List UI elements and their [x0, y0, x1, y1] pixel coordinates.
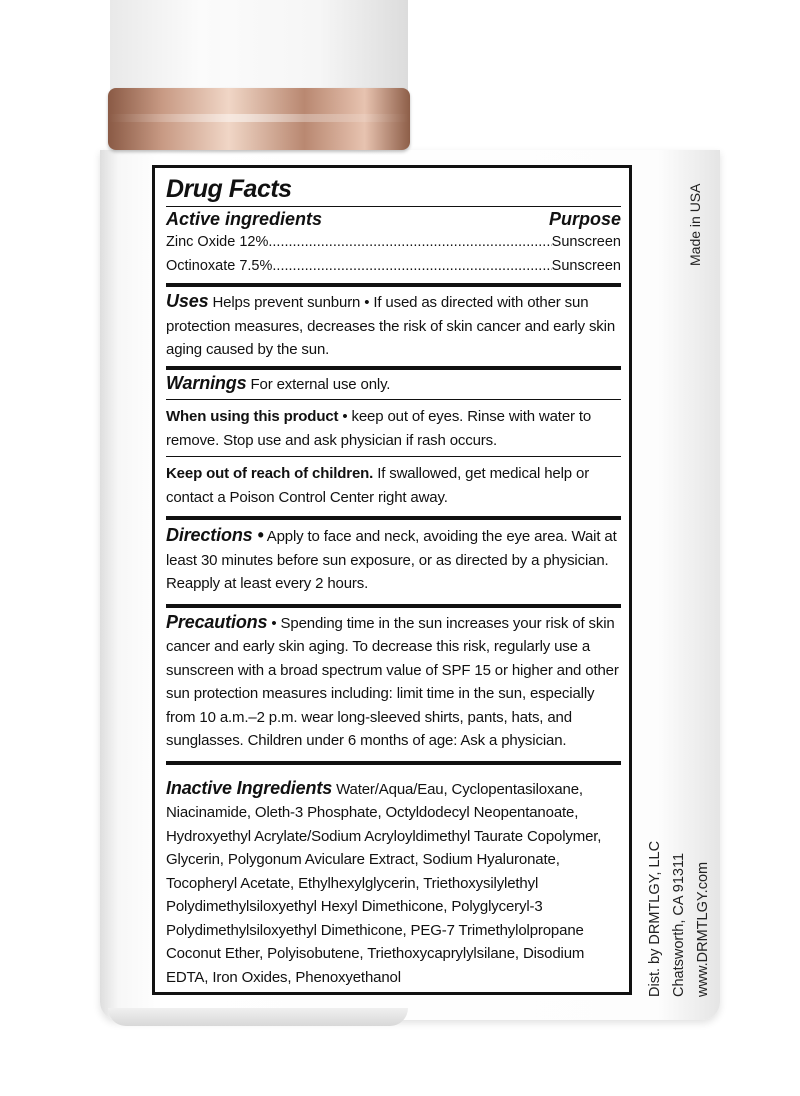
- active-ingredient-row: [166, 254, 621, 278]
- purpose-heading: Purpose: [548, 209, 621, 229]
- drug-facts-panel: [152, 165, 632, 995]
- active-ingredients-heading: Active ingredients: [166, 209, 323, 229]
- precautions-label: Precautions: [166, 611, 268, 632]
- inactive-ingredients-section: [166, 761, 621, 990]
- when-using-text: • keep out of eyes. Rinse with water to remove. Stop use and ask physician if rash occurs.: [166, 408, 592, 449]
- active-ingredient-name: Zinc Oxide 12%: [166, 234, 269, 250]
- rose-gold-collar: [108, 88, 410, 150]
- uses-section: [166, 283, 621, 366]
- bottle-top: [110, 0, 408, 92]
- directions-label: Directions •: [166, 525, 264, 545]
- precautions-section: [166, 604, 621, 759]
- distributor-line: Dist. by DRMTLGY, LLC: [647, 840, 663, 997]
- precautions-text: • Spending time in the sun increases your risk of skin cancer and early skin aging. To decrease this risk, regularly use a sunscreen with a broad spectrum value of SPF 15 or higher and other sun protection measures including: limit time in the sun, especially from 10 a.m.–2 p.m. wear long-sleeved shirts, pants, hats, and sunglasses. Children under 6 months of age: Ask a physician.: [166, 614, 619, 749]
- keep-out-text: If swallowed, get medical help or contact a Poison Control Center right away.: [166, 465, 590, 506]
- warnings-text: For external use only.: [246, 375, 391, 393]
- when-using-section: [166, 399, 621, 456]
- active-ingredient-purpose: Sunscreen: [551, 234, 621, 250]
- leader-dots: [272, 254, 551, 278]
- inactive-ingredients-label: Inactive Ingredients: [166, 777, 333, 798]
- distributor-website: www.DRMTLGY.com: [695, 861, 711, 997]
- inactive-ingredients-text: Water/Aqua/Eau, Cyclopentasiloxane, Niacinamide, Oleth-3 Phosphate, Octyldodecyl Neopentanoate, Hydroxyethyl Acrylate/Sodium Acryloyldimethyl Taurate Copolymer, Glycerin, Polygonum Aviculare Extract, Sodium Hyaluronate, Tocopheryl Acetate, Ethylhexylglycerin, Triethoxysilylethyl Polydimethylsiloxyethyl Hexyl Dimethicone, Polyglyceryl-3 Polydimethylsiloxyethyl Dimethicone, PEG-7 Trimethylolpropane Coconut Ether, Polyisobutene, Triethoxycaprylylsilane, Disodium EDTA, Iron Oxides, Phenoxyethanol: [166, 780, 602, 986]
- keep-out-section: [166, 456, 621, 513]
- distributor-info: [643, 807, 715, 997]
- bottle-base: [108, 1008, 408, 1026]
- active-ingredient-purpose: Sunscreen: [551, 258, 621, 274]
- active-ingredient-name: Octinoxate 7.5%: [166, 258, 273, 274]
- warnings-section: [166, 366, 621, 400]
- warnings-label: Warnings: [166, 372, 247, 393]
- uses-label: Uses: [166, 291, 209, 311]
- keep-out-label: Keep out of reach of children.: [166, 465, 374, 482]
- uses-text: Helps prevent sunburn • If used as directed with other sun protection measures, decreases the risk of skin cancer and early skin aging caused by the sun.: [166, 294, 616, 358]
- distributor-address: Chatsworth, CA 91311: [671, 852, 687, 997]
- leader-dots: [268, 230, 551, 254]
- drug-facts-title: Drug Facts: [166, 174, 621, 207]
- when-using-label: When using this product: [166, 408, 339, 425]
- directions-section: [166, 516, 621, 602]
- active-ingredients-header: [166, 208, 621, 230]
- active-ingredient-row: [166, 230, 621, 254]
- made-in-usa: Made in USA: [687, 183, 703, 266]
- directions-text: Apply to face and neck, avoiding the eye area. Wait at least 30 minutes before sun exposure, or as directed by a physician. Reapply at least every 2 hours.: [166, 528, 617, 592]
